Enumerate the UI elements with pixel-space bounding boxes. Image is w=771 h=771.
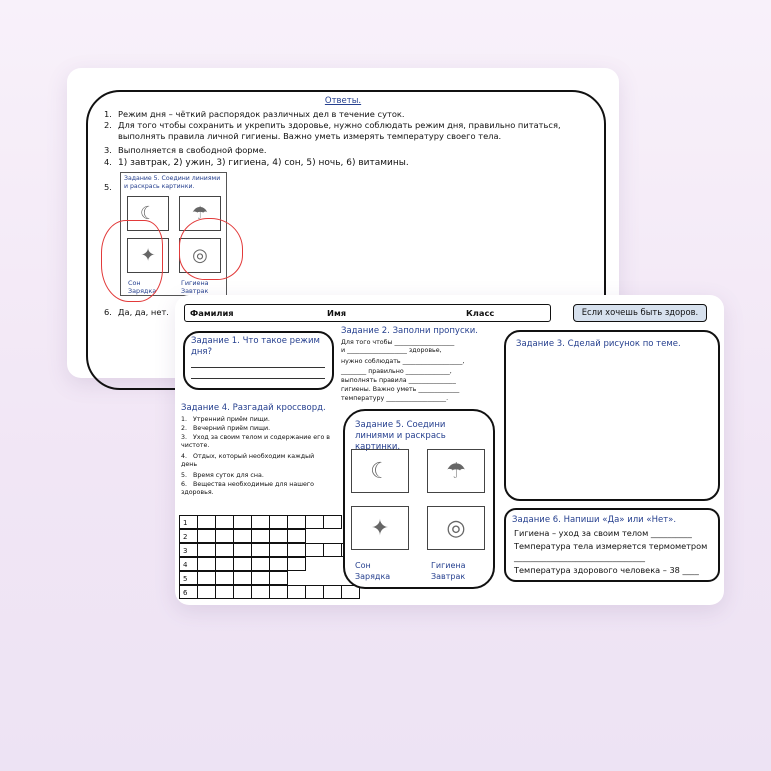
crossword-cell[interactable] (233, 571, 252, 585)
crossword-cell[interactable] (287, 557, 306, 571)
crossword-cell[interactable] (215, 557, 234, 571)
breakfast-icon: ◎ (179, 238, 221, 273)
crossword-cell[interactable] (305, 515, 324, 529)
crossword-cell[interactable] (197, 543, 216, 557)
crossword-number-cell (179, 557, 198, 571)
answer-2-continued: выполнять правила личной гигиены. Важно уметь измерять температуру своего тела. (118, 131, 502, 141)
crossword-row-number: 2 (183, 533, 188, 541)
task3-box (504, 330, 720, 501)
task1-box (183, 331, 334, 390)
task3-title: Задание 3. Сделай рисунок по теме. (516, 339, 681, 349)
answer-6: 6. Да, да, нет. (104, 307, 169, 317)
crossword-cell[interactable] (305, 585, 324, 599)
crossword-cell[interactable] (215, 515, 234, 529)
task2-line: нужно соблюдать ___________________, (341, 358, 465, 365)
crossword-grid (179, 515, 349, 599)
task6-statement: Температура здорового человека – 38 ____ (514, 565, 699, 575)
crossword-number-cell (179, 543, 198, 557)
answer-1: 1. Режим дня – чёткий распорядок различных дел в течение суток. (104, 109, 405, 119)
crossword-cell[interactable] (215, 571, 234, 585)
breakfast-icon: ◎ (427, 506, 485, 550)
task5-title: Задание 5. Соедини линиями и раскрась картинки. (355, 420, 446, 452)
task5-label-breakfast: Завтрак (431, 572, 466, 581)
crossword-number-cell (179, 515, 198, 529)
crossword-cell[interactable] (197, 515, 216, 529)
crossword-cell[interactable] (269, 515, 288, 529)
crossword-cell[interactable] (287, 543, 306, 557)
crossword-cell[interactable] (233, 557, 252, 571)
crossword-cell[interactable] (287, 529, 306, 543)
crossword-cell[interactable] (269, 543, 288, 557)
crossword-cell[interactable] (233, 515, 252, 529)
task2-title: Задание 2. Заполни пропуски. (341, 326, 478, 336)
red-match-line-right (179, 218, 243, 280)
crossword-number-cell (179, 585, 198, 599)
task5-label-sleep: Сон (355, 561, 371, 570)
crossword-row-number: 4 (183, 561, 188, 569)
mini-labels-right: Гигиена Завтрак (181, 279, 209, 295)
task5-label-exercise: Зарядка (355, 572, 391, 581)
task6-statement: ________________________________ (514, 552, 645, 562)
crossword-cell[interactable] (197, 571, 216, 585)
crossword-clue: 4. Отдых, который необходим каждый день (181, 453, 315, 468)
crossword-cell[interactable] (215, 585, 234, 599)
task5-box (343, 409, 495, 589)
crossword-clue: 5. Время суток для сна. (181, 472, 264, 479)
answer-4: 4. 1) завтрак, 2) ужин, 3) гигиена, 4) сон, 5) ночь, 6) витамины. (104, 157, 409, 168)
crossword-cell[interactable] (323, 515, 342, 529)
task2-line: выполнять правила _______________ (341, 377, 456, 384)
task1-answer-line (191, 378, 325, 379)
task2-line: температуру ___________________. (341, 395, 449, 402)
crossword-cell[interactable] (323, 585, 342, 599)
crossword-cell[interactable] (197, 585, 216, 599)
task2-line: и ___________________ здоровье, (341, 347, 442, 354)
crossword-row-number: 6 (183, 589, 188, 597)
mini-card-title: Задание 5. Соедини линиями и раскрась картинки. (124, 175, 221, 190)
class-label: Класс (466, 308, 495, 318)
sleeping-child-icon: ☾ (127, 196, 169, 231)
task2-line: ________ правильно ______________, (341, 368, 452, 375)
exercise-child-icon: ✦ (127, 238, 169, 273)
crossword-cell[interactable] (197, 529, 216, 543)
crossword-cell[interactable] (215, 543, 234, 557)
task2-line: гигиены. Важно уметь _____________ (341, 386, 460, 393)
crossword-cell[interactable] (269, 585, 288, 599)
sleeping-child-icon: ☾ (351, 449, 409, 493)
crossword-cell[interactable] (215, 529, 234, 543)
crossword-cell[interactable] (251, 515, 270, 529)
crossword-cell[interactable] (251, 585, 270, 599)
name-bar (184, 304, 551, 322)
answers-title: Ответы. (324, 96, 362, 106)
crossword-cell[interactable] (251, 529, 270, 543)
crossword-cell[interactable] (251, 557, 270, 571)
mini-labels-left: Сон Зарядка (128, 279, 157, 295)
crossword-clue: 1. Утренний приём пищи. (181, 416, 270, 423)
red-match-line-left (101, 220, 163, 302)
crossword-row-number: 5 (183, 575, 188, 583)
washing-child-icon: ☂ (179, 196, 221, 231)
washing-child-icon: ☂ (427, 449, 485, 493)
exercise-child-icon: ✦ (351, 506, 409, 550)
crossword-row-number: 1 (183, 519, 188, 527)
crossword-number-cell (179, 529, 198, 543)
crossword-row-number: 3 (183, 547, 188, 555)
answer-3: 3. Выполняется в свободной форме. (104, 145, 267, 155)
crossword-cell[interactable] (287, 515, 306, 529)
crossword-cell[interactable] (233, 585, 252, 599)
crossword-clue: 3. Уход за своим телом и содержание его в чистоте. (181, 434, 331, 449)
worksheet-motto: Если хочешь быть здоров. (573, 304, 707, 322)
crossword-cell[interactable] (233, 529, 252, 543)
task1-answer-line (191, 367, 325, 368)
task4-title: Задание 4. Разгадай кроссворд. (181, 403, 326, 413)
crossword-cell[interactable] (197, 557, 216, 571)
answer-2: 2. Для того чтобы сохранить и укрепить здоровье, нужно соблюдать режим дня, правильно питаться, (104, 120, 561, 130)
task6-statement: Температура тела измеряется термометром (514, 541, 708, 551)
task2-line: Для того чтобы ___________________ (341, 339, 455, 346)
crossword-cell[interactable] (269, 529, 288, 543)
crossword-cell[interactable] (269, 557, 288, 571)
answer-5: 5. (104, 182, 112, 192)
crossword-cell[interactable] (305, 543, 324, 557)
crossword-number-cell (179, 571, 198, 585)
crossword-clue: 2. Вечерний приём пищи. (181, 425, 271, 432)
first-name-label: Имя (327, 308, 347, 318)
crossword-cell[interactable] (251, 571, 270, 585)
surname-label: Фамилия (190, 308, 234, 318)
crossword-cell[interactable] (269, 571, 288, 585)
crossword-cell[interactable] (323, 543, 342, 557)
task6-box (504, 508, 720, 582)
crossword-clue: 6. Вещества необходимые для нашего здоровья. (181, 481, 314, 496)
worksheet-sheet (175, 295, 724, 605)
crossword-cell[interactable] (251, 543, 270, 557)
task6-title: Задание 6. Напиши «Да» или «Нет». (512, 515, 677, 525)
task6-statement: Гигиена – уход за своим телом __________ (514, 528, 692, 538)
task5-label-hygiene: Гигиена (431, 561, 466, 570)
crossword-cell[interactable] (287, 585, 306, 599)
crossword-cell[interactable] (233, 543, 252, 557)
task1-title: Задание 1. Что такое режим дня? (191, 336, 320, 357)
